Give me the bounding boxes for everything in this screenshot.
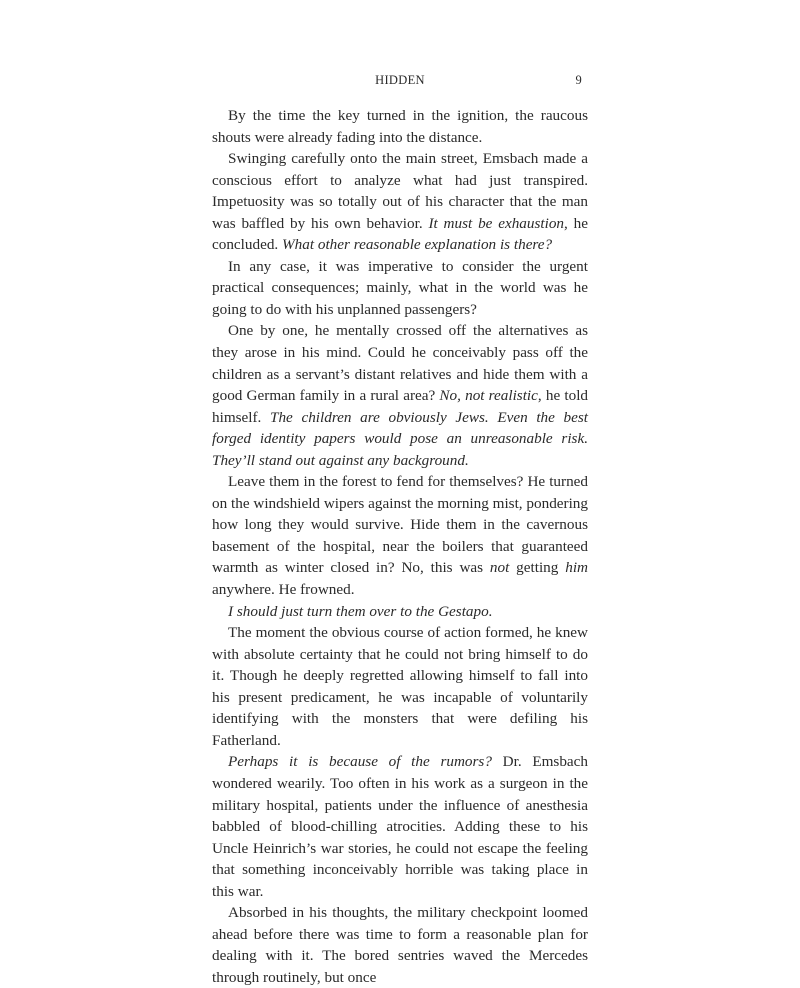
- paragraph: [212, 471, 588, 600]
- italic-text: Perhaps it is because of the rumors?: [228, 753, 492, 771]
- text-run: Dr. Emsbach wondered wearily. Too often in his work as a surgeon in the military hospital, patients under the influence of anesthesia babbled of blood-chilling atrocities. Adding these to his Uncle Heinrich’s war stories, he could not escape the feeling that something inconceivably horrible was taking place in this war.: [212, 753, 588, 900]
- text-run: anywhere. He frowned.: [212, 581, 355, 599]
- text-run: One by one, he mentally crossed off the alternatives as they arose in his mind. Could he conceivably pass off the children as a servant’s distant relatives and hide them with a good German family in a rural area?: [212, 322, 588, 405]
- page-number: 9: [575, 73, 582, 87]
- text-run: Swinging carefully onto the main street, Emsbach made a conscious effort to analyze what had just transpired. Impetuosity was so totally out of his character that the man was baffled by his own behavior.: [212, 150, 588, 232]
- italic-text: What other reasonable explanation is there?: [282, 236, 553, 254]
- text-run: Leave them in the forest to fend for themselves? He turned on the windshield wipers against the morning mist, pondering how long they would survive. Hide them in the cavernous basement of the hospital, near the boilers that guaranteed warmth as winter closed in? No, this was: [212, 473, 588, 577]
- paragraph: [212, 105, 588, 148]
- running-head-title: HIDDEN: [375, 73, 425, 87]
- body-text: [212, 105, 588, 988]
- book-page: [212, 70, 588, 988]
- italic-text: It must be exhaustion: [428, 214, 565, 232]
- italic-text: not: [489, 559, 510, 577]
- paragraph: [212, 751, 588, 902]
- paragraph: [212, 320, 588, 471]
- text-run: , he told himself.: [212, 387, 589, 426]
- paragraph: [212, 148, 588, 256]
- italic-text: The children are obviously Jews. Even the best forged identity papers would pose an unreasonable risk. They’ll stand out against any background.: [212, 408, 588, 469]
- italic-text: No, not realistic: [439, 387, 538, 405]
- paragraph: [212, 601, 588, 623]
- text-run: By the time the key turned in the ignition, the raucous shouts were already fading into the distance.: [212, 107, 588, 146]
- paragraph: [212, 902, 588, 988]
- text-run: The moment the obvious course of action formed, he knew with absolute certainty that he could not bring himself to do it. Though he deeply regretted allowing himself to fall into his present predicament, he was incapable of voluntarily identifying with the monsters that were defiling his Fatherland.: [212, 624, 588, 749]
- text-run: In any case, it was imperative to consider the urgent practical consequences; mainly, what in the world was he going to do with his unplanned passengers?: [212, 257, 588, 318]
- italic-text: I should just turn them over to the Gestapo.: [228, 602, 493, 620]
- text-run: , he concluded.: [212, 214, 588, 254]
- paragraph: [212, 256, 588, 321]
- text-run: getting: [509, 559, 566, 577]
- paragraph: [212, 622, 588, 751]
- running-head: [212, 70, 588, 92]
- text-run: Absorbed in his thoughts, the military checkpoint loomed ahead before there was time to form a reasonable plan for dealing with it. The bored sentries waved the Mercedes through routinely, but once: [212, 904, 588, 986]
- italic-text: him: [565, 559, 588, 577]
